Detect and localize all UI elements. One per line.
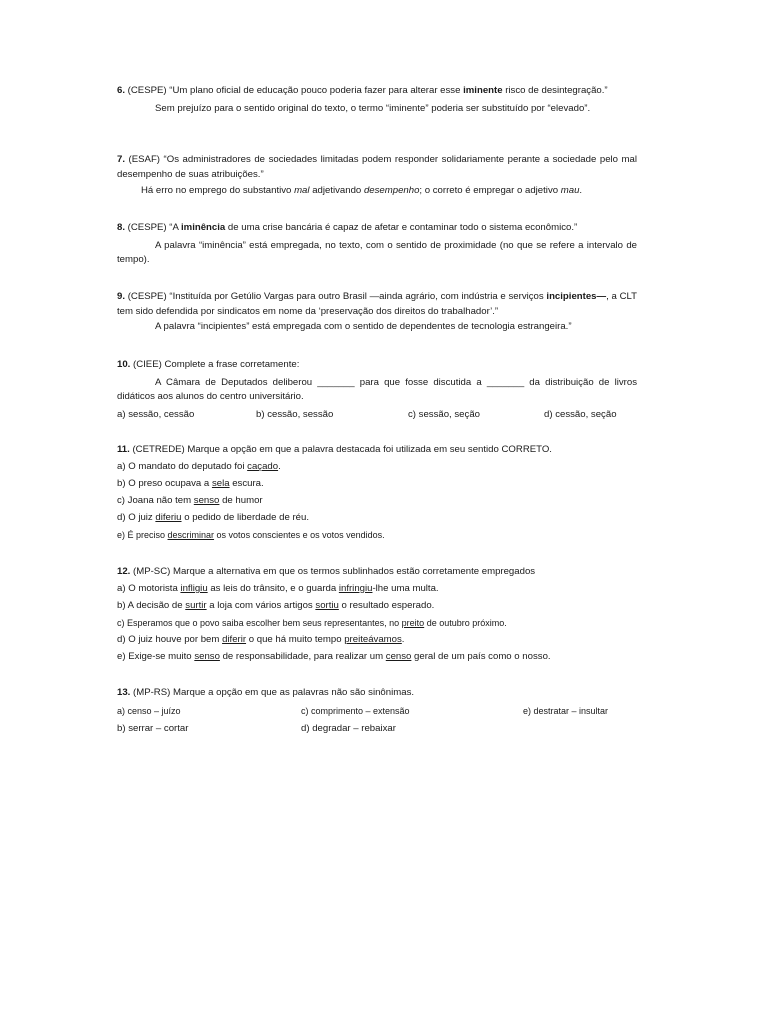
question-number: 9. — [117, 291, 126, 302]
highlighted-term: incipientes— — [546, 291, 607, 302]
question-8 — [117, 221, 637, 268]
question-number: 12. — [117, 566, 131, 577]
option-b: b) cessão, sessão — [256, 408, 334, 420]
option-b: b) A decisão de surtir a loja com vários artigos sortiu o resultado esperado. — [117, 600, 435, 611]
option-c: c) Esperamos que o povo saiba escolher bem seus representantes, no preito de outubro próximo. — [117, 618, 507, 628]
question-13 — [117, 686, 637, 737]
question-number: 8. — [117, 222, 126, 233]
option-d: d) O juiz houve por bem diferir o que há muito tempo preiteávamos. — [117, 634, 405, 645]
option-a: a) sessão, cessão — [117, 408, 195, 420]
option-e: e) É preciso descriminar os votos conscientes e os votos vendidos. — [117, 530, 385, 540]
question-9 — [117, 290, 637, 335]
option-b: b) O preso ocupava a sela escura. — [117, 478, 264, 489]
question-6 — [117, 84, 637, 116]
question-6-statement: Sem prejuízo para o sentido original do texto, o termo “iminente” poderia ser substituído por “elevado”. — [155, 102, 591, 114]
question-13-prompt: 13. (MP-RS) Marque a opção em que as palavras não são sinônimas. — [117, 687, 415, 698]
question-10-options — [117, 408, 637, 423]
highlighted-term: iminente — [463, 85, 503, 96]
question-12-prompt: 12. (MP-SC) Marque a alternativa em que os termos sublinhados estão corretamente empregados — [117, 566, 536, 577]
question-10-prompt: 10. (CIEE) Complete a frase corretamente: — [117, 359, 300, 370]
option-e: e) Exige-se muito senso de responsabilidade, para realizar um censo geral de um país como o nosso. — [117, 651, 551, 662]
option-c: c) comprimento – extensão — [301, 705, 410, 716]
question-number: 7. — [117, 154, 126, 165]
option-d: d) degradar – rebaixar — [301, 722, 396, 734]
question-13-options-row-2 — [117, 722, 637, 737]
question-number: 11. — [117, 444, 130, 455]
option-c: c) sessão, seção — [408, 408, 480, 420]
question-7-prompt: 7. (ESAF) “Os administradores de sociedades limitadas podem responder solidariamente perante a sociedade pelo mal desempenho de suas atribuições.” — [117, 154, 637, 180]
question-number: 13. — [117, 687, 131, 698]
question-number: 6. — [117, 85, 126, 96]
question-11-prompt: 11. (CETREDE) Marque a opção em que a palavra destacada foi utilizada em seu sentido CORRETO. — [117, 444, 552, 455]
option-e: e) destratar – insultar — [523, 705, 609, 716]
option-a: a) O motorista infligiu as leis do trânsito, e o guarda infringiu-lhe uma multa. — [117, 583, 439, 594]
question-9-statement: A palavra “incipientes” está empregada com o sentido de dependentes de tecnologia estrangeira.” — [155, 321, 572, 332]
option-d: d) cessão, seção — [544, 408, 617, 420]
question-13-options-row-1 — [117, 704, 637, 719]
question-11 — [117, 443, 637, 543]
question-12 — [117, 565, 637, 665]
question-6-prompt: 6. (CESPE) “Um plano oficial de educação pouco poderia fazer para alterar esse iminente risco de desintegração.” — [117, 85, 608, 96]
option-c: c) Joana não tem senso de humor — [117, 495, 263, 506]
option-a: a) censo – juízo — [117, 705, 181, 716]
question-10 — [117, 358, 637, 423]
question-9-prompt: 9. (CESPE) “Instituída por Getúlio Vargas para outro Brasil —ainda agrário, com indústria e serviços incipientes—, a CLT tem sido defendida por sindicatos em nome da ‘preservação dos direitos do trabalhador’.” — [117, 291, 637, 317]
option-d: d) O juiz diferiu o pedido de liberdade de réu. — [117, 512, 310, 523]
question-8-prompt: 8. (CESPE) “A iminência de uma crise bancária é capaz de afetar e contaminar todo o sistema econômico.” — [117, 222, 578, 233]
highlighted-term: iminência — [181, 222, 226, 233]
question-7-statement: Há erro no emprego do substantivo mal adjetivando desempenho; o correto é empregar o adjetivo mau. — [141, 185, 583, 196]
option-b: b) serrar – cortar — [117, 722, 189, 734]
question-7 — [117, 153, 637, 199]
option-a: a) O mandato do deputado foi caçado. — [117, 461, 281, 472]
question-8-statement: A palavra “iminência” está empregada, no texto, com o sentido de proximidade (no que se refere a intervalo de tempo). — [117, 239, 637, 265]
question-10-statement: A Câmara de Deputados deliberou _______ para que fosse discutida a _______ da distribuição de livros didáticos aos alunos do centro universitário. — [117, 376, 637, 402]
question-number: 10. — [117, 359, 131, 370]
